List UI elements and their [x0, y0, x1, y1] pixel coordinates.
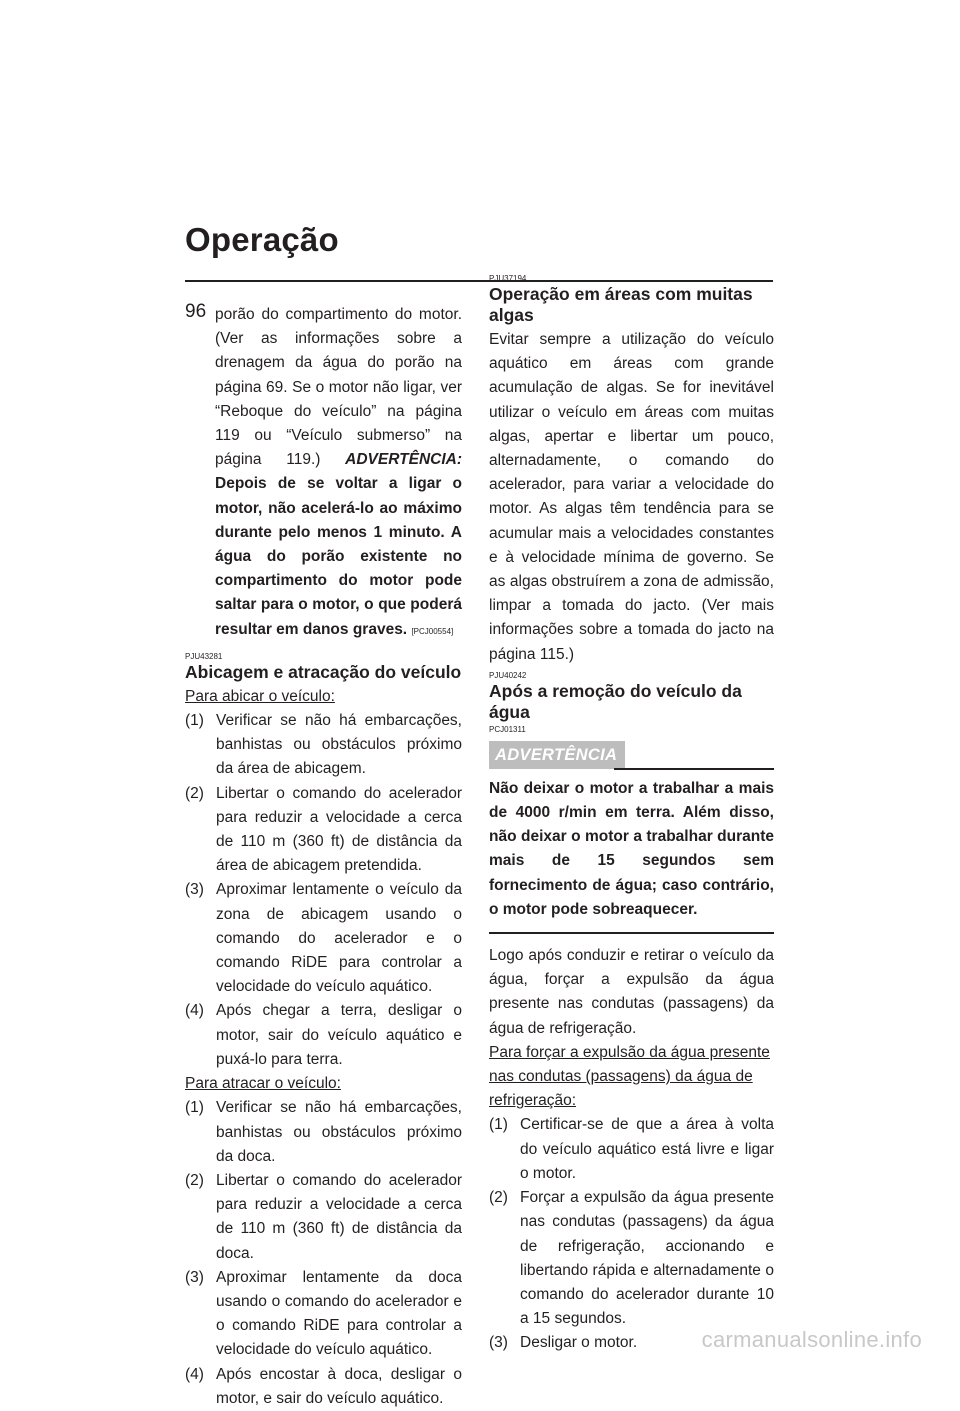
page-number: 96: [185, 301, 207, 322]
section1-code: PJU43281: [185, 651, 223, 661]
warning-rule-top: [614, 768, 774, 770]
list-item: (4) Após encostar à doca, desligar o motor, e sair do veículo aquático.: [185, 1365, 462, 1407]
intro-text: porão do compartimento do motor. (Ver as informações sobre a drenagem da água do porão na página 69. Se o motor não ligar, ver “Reboque do veículo” na página 119 ou “Veículo submerso” na página 119.): [215, 306, 462, 469]
warning-header: [489, 741, 774, 771]
list-item: (2) Libertar o comando do acelerador para reduzir a velocidade a cerca de 110 m (360 ft) de distância da doca.: [185, 1171, 462, 1262]
right-column: [489, 274, 774, 1356]
after-text: Logo após conduzir e retirar o veículo da água, forçar a expulsão da água presente nas condutas (passagens) da água de refrigeração.: [489, 947, 774, 1037]
section3-code: PJU40242: [489, 670, 527, 680]
list-item: (2) Libertar o comando do acelerador para reduzir a velocidade a cerca de 110 m (360 ft) de distância da área de abicagem pretendida.: [185, 784, 462, 875]
intro-paragraph: [185, 303, 462, 644]
beach-label: Para abicar o veículo:: [185, 687, 335, 705]
warning-text: Não deixar o motor a trabalhar a mais de 4000 r/min em terra. Além disso, não deixar o motor a trabalhar durante mais de 15 segundos sem fornecimento de água; caso contrário, o motor pode sobreaquecer.: [489, 779, 774, 918]
list-item: (2) Forçar a expulsão da água presente nas condutas (passagens) da água de refrigeração, accionando e libertando rápida e alternadamente o comando do acelerador durante 10 a 15 segundos.: [489, 1189, 774, 1328]
list-item: (3) Desligar o motor.: [489, 1334, 638, 1352]
dock-steps: [185, 1096, 462, 1411]
intro-code: [PCJ00554]: [411, 626, 454, 636]
list-item: (1) Verificar se não há embarcações, banhistas ou obstáculos próximo da área de abicagem.: [185, 712, 462, 778]
warning-code: PCJ01311: [489, 724, 526, 734]
list-item: (1) Verificar se não há embarcações, banhistas ou obstáculos próximo da doca.: [185, 1099, 462, 1165]
intro-warning-text: Depois de se voltar a ligar o motor, não acelerá-lo ao máximo durante pelo menos 1 minuto. A água do porão existente no compartimento do motor pode saltar para o motor, o que poderá resultar em danos graves.: [215, 475, 462, 638]
section2-title: Operação em áreas com muitas algas: [489, 284, 753, 325]
page-title: Operação: [185, 221, 339, 258]
section1-title: Abicagem e atracação do veículo: [185, 661, 462, 682]
flush-label: Para forçar a expulsão da água presente nas condutas (passagens) da água de refrigeração:: [489, 1043, 770, 1110]
flush-steps: [489, 1113, 774, 1355]
watermark: carmanualsonline.info: [701, 1327, 922, 1352]
list-item: (1) Certificar-se de que a área à volta do veículo aquático está livre e ligar o motor.: [489, 1116, 774, 1182]
list-item: (3) Aproximar lentamente o veículo da zona de abicagem usando o comando do acelerador e o comando RiDE para controlar a velocidade do veículo aquático.: [185, 881, 462, 996]
warning-badge: ADVERTÊNCIA: [489, 741, 625, 769]
section3-title: Após a remoção do veículo da água: [489, 680, 742, 722]
section2-code: PJU37194: [489, 274, 527, 283]
intro-warning-label: ADVERTÊNCIA:: [345, 451, 462, 469]
list-item: (4) Após chegar a terra, desligar o motor, sair do veículo aquático e puxá-lo para terra.: [185, 1002, 462, 1068]
list-item: (3) Aproximar lentamente da doca usando o comando do acelerador e o comando RiDE para controlar a velocidade do veículo aquático.: [185, 1268, 462, 1359]
left-column: [185, 303, 462, 1411]
section2-text: Evitar sempre a utilização do veículo aquático em áreas com grande acumulação de algas. Se for inevitável utilizar o veículo em áreas com muitas algas, apertar e libertar um pouco, alternadamente, o comando do acelerador, para variar a velocidade do motor. As algas têm tendência para se acumular mais a velocidades constantes e à velocidade mínima de governo. Se as algas obstruírem a zona de admissão, limpar a tomada do jacto. (Ver mais informações sobre a tomada do jacto na página 115.): [489, 331, 774, 663]
beach-steps: [185, 709, 462, 1072]
dock-label: Para atracar o veículo:: [185, 1075, 341, 1093]
warning-rule-bottom: [489, 932, 774, 934]
